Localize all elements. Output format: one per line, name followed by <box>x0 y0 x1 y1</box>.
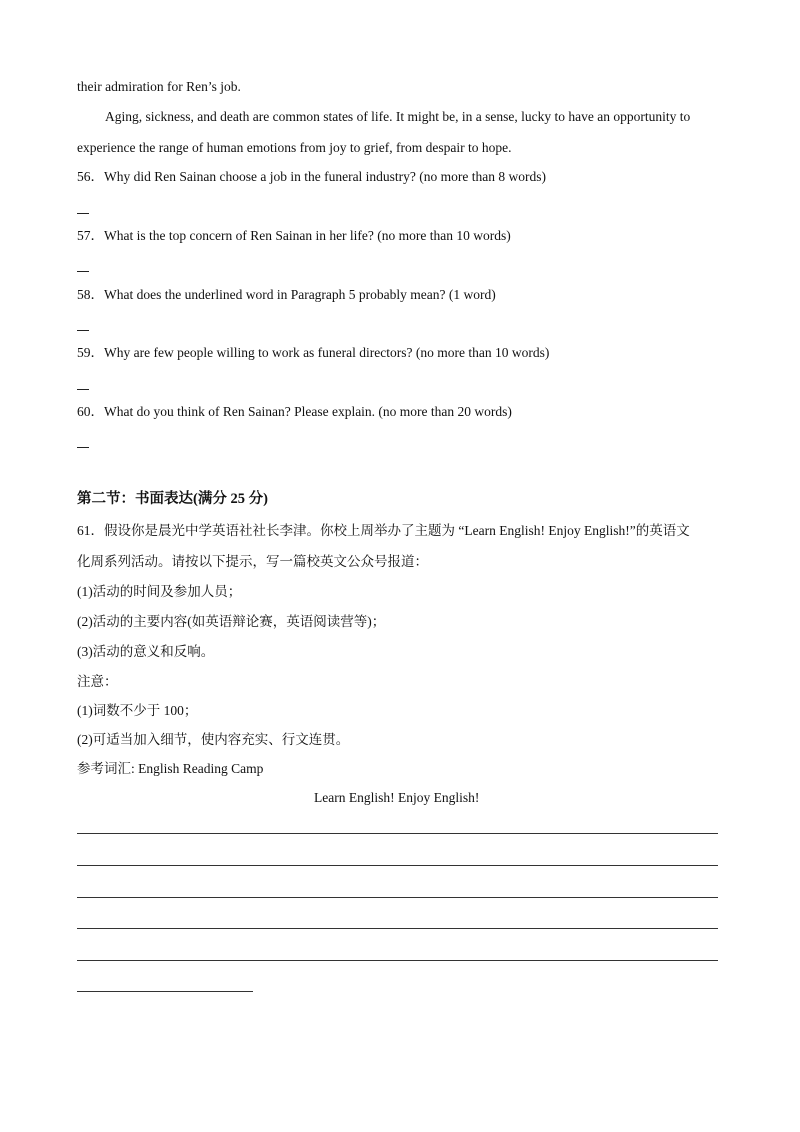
question-58: 58．What does the underlined word in Paragraph 5 probably mean? (1 word) <box>77 287 496 302</box>
note-1: (1)词数不少于 100； <box>77 703 198 718</box>
answer-blank-60[interactable] <box>77 447 89 448</box>
prompt-point-1: (1)活动的时间及参加人员； <box>77 584 242 599</box>
answer-blank-56[interactable] <box>77 213 89 214</box>
prompt-line: 化周系列活动。请按以下提示，写一篇校英文公众号报道： <box>77 554 428 569</box>
question-56: 56．Why did Ren Sainan choose a job in the funeral industry? (no more than 8 words) <box>77 169 547 184</box>
writing-line[interactable] <box>77 865 718 866</box>
note-2: (2)可适当加入细节，使内容充实、行文连贯。 <box>77 732 350 747</box>
answer-blank-58[interactable] <box>77 330 89 331</box>
writing-line[interactable] <box>77 928 718 929</box>
answer-blank-59[interactable] <box>77 389 89 390</box>
writing-line[interactable] <box>77 897 718 898</box>
note-label: 注意： <box>77 674 118 689</box>
question-59: 59．Why are few people willing to work as funeral directors? (no more than 10 words) <box>77 345 550 360</box>
writing-line[interactable] <box>77 991 253 992</box>
question-57: 57．What is the top concern of Ren Sainan in her life? (no more than 10 words) <box>77 228 511 243</box>
prompt-point-2: (2)活动的主要内容(如英语辩论赛，英语阅读营等)； <box>77 614 386 629</box>
essay-title: Learn English! Enjoy English! <box>314 790 480 805</box>
prompt-line: 61．假设你是晨光中学英语社社长李津。你校上周举办了主题为 “Learn English! Enjoy English!”的英语文 <box>77 523 690 538</box>
passage-line: their admiration for Ren’s job. <box>77 79 241 94</box>
question-60: 60．What do you think of Ren Sainan? Please explain. (no more than 20 words) <box>77 404 512 419</box>
passage-line: Aging, sickness, and death are common states of life. It might be, in a sense, lucky to have an opportunity to <box>105 109 691 124</box>
section-heading: 第二节：书面表达(满分 25 分) <box>77 491 268 507</box>
answer-blank-57[interactable] <box>77 271 89 272</box>
passage-line: experience the range of human emotions from joy to grief, from despair to hope. <box>77 140 512 155</box>
vocab-hint: 参考词汇: English Reading Camp <box>77 761 264 776</box>
writing-line[interactable] <box>77 960 718 961</box>
prompt-point-3: (3)活动的意义和反响。 <box>77 644 215 659</box>
writing-line[interactable] <box>77 833 718 834</box>
